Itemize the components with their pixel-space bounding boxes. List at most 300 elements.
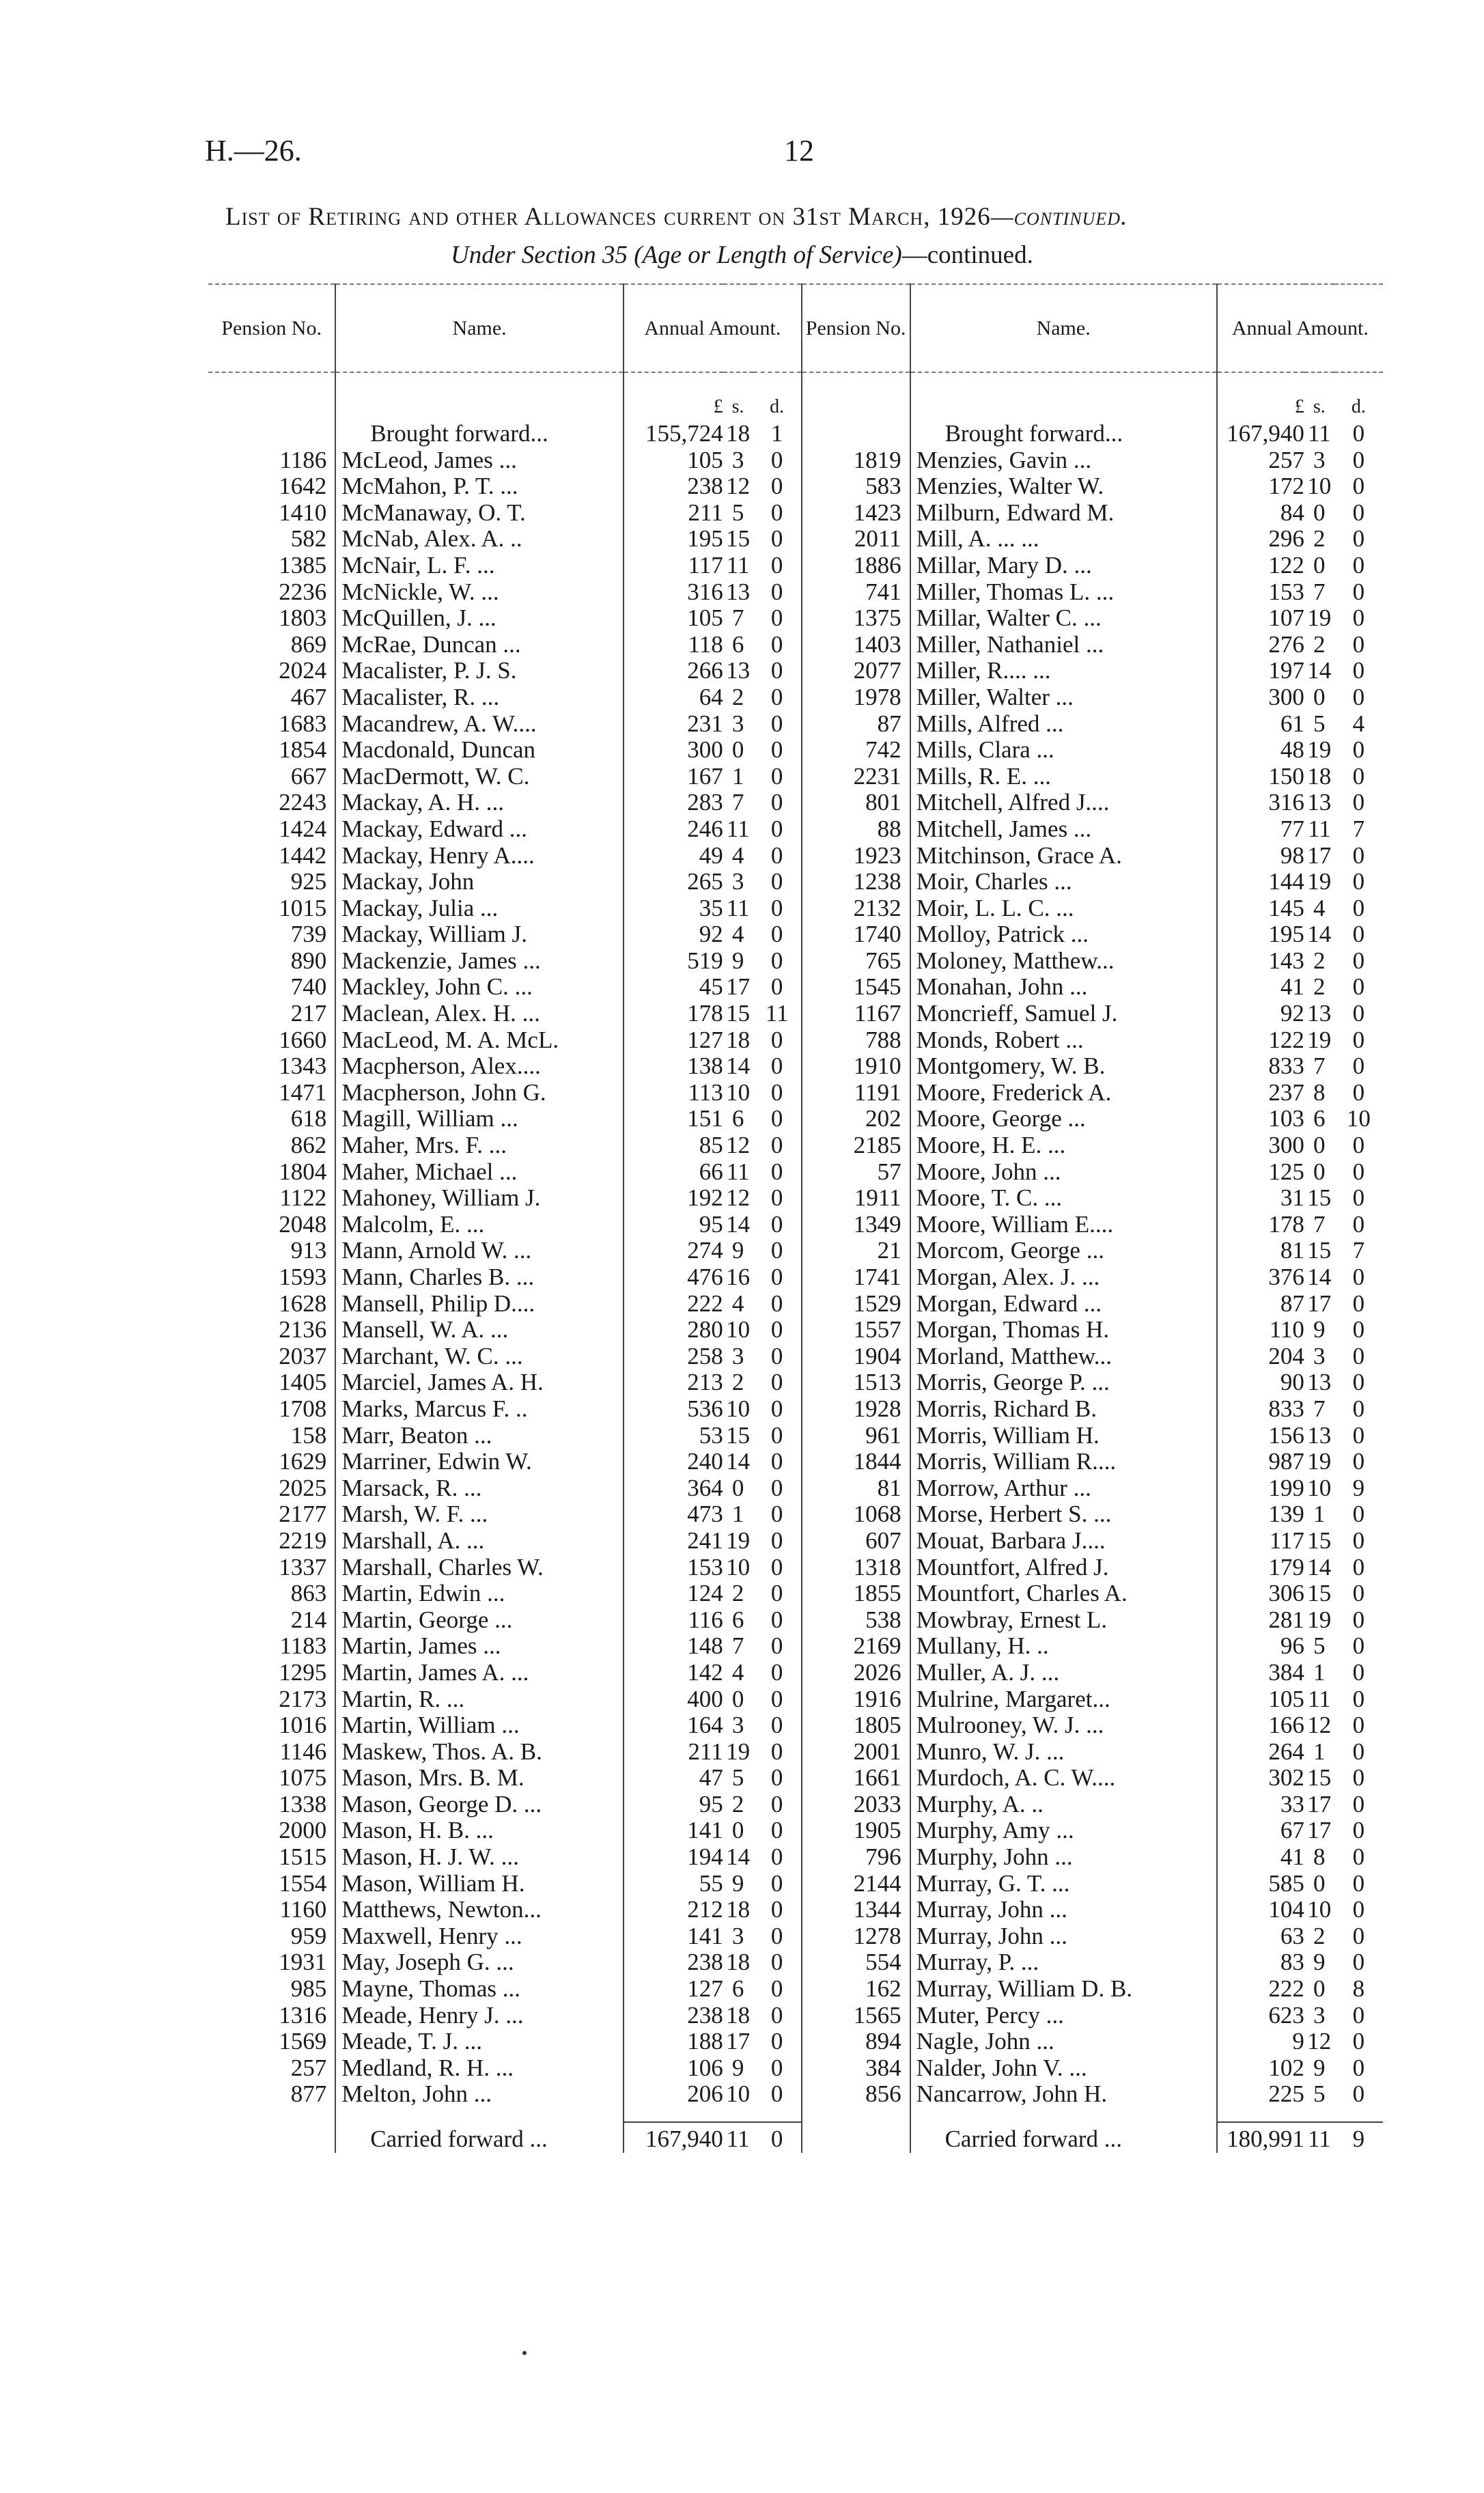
pension-no: 2231 [802, 764, 910, 790]
table-row [208, 1765, 1383, 1792]
amount-shillings: 2 [1313, 974, 1326, 1001]
amount-pounds: 139 [1217, 1501, 1304, 1528]
table-row [208, 579, 1383, 606]
amount-pence: 0 [1352, 842, 1365, 869]
table-row [208, 1607, 1383, 1634]
amount-shillings: 17 [726, 974, 751, 1001]
amount-pounds: 274 [624, 1238, 723, 1264]
amount-pence: 0 [1352, 1659, 1365, 1686]
amount-shillings: 12 [726, 1185, 751, 1212]
amount-pence: 0 [770, 974, 783, 1001]
pension-no: 1238 [802, 869, 910, 895]
pensioner-name: May, Joseph G. ... [335, 1949, 624, 1976]
table-row [208, 526, 1383, 553]
pensioner-name: Mackay, Julia ... [335, 895, 624, 922]
amount-pounds: 195 [1217, 921, 1304, 948]
table-row [208, 1739, 1383, 1766]
pensioner-name: Maclean, Alex. H. ... [335, 1001, 624, 1027]
shillings-unit: s. [1313, 396, 1326, 418]
amount-shillings: 14 [1307, 1554, 1332, 1580]
pensioner-name: Maher, Mrs. F. ... [335, 1132, 624, 1159]
amount-pence: 0 [1352, 790, 1365, 816]
pensioner-name: Mann, Arnold W. ... [335, 1238, 624, 1264]
pensioner-name: McNab, Alex. A. .. [335, 526, 624, 553]
amount-pounds: 117 [1217, 1528, 1304, 1555]
pension-no: 1819 [802, 447, 910, 474]
amount-pounds: 241 [624, 1528, 723, 1555]
pensioner-name: Muter, Percy ... [910, 2003, 1217, 2029]
amount-pounds: 116 [624, 1607, 723, 1634]
pensioner-name: Medland, R. H. ... [335, 2055, 624, 2082]
pension-no: 1844 [802, 1449, 910, 1475]
col-header-amount: Annual Amount. [1217, 284, 1383, 372]
pensioner-name: Melton, John ... [335, 2081, 624, 2108]
pension-no: 856 [802, 2081, 910, 2108]
amount-shillings: 10 [1307, 473, 1332, 500]
pension-no: 2037 [279, 1343, 327, 1369]
pension-no: 1424 [279, 816, 327, 842]
amount-pence: 0 [770, 763, 783, 790]
amount-pence: 0 [770, 684, 783, 710]
pensioner-name: Mackay, Edward ... [335, 816, 624, 843]
pension-no: 214 [290, 1606, 327, 1633]
pension-no: 863 [290, 1580, 327, 1607]
table-row [208, 1923, 1383, 1950]
pensioner-name: Mullany, H. .. [910, 1633, 1217, 1660]
pension-no: 2077 [802, 658, 910, 684]
amount-shillings: 12 [1307, 1712, 1332, 1739]
pensioner-name: Mills, Clara ... [910, 737, 1217, 764]
amount-pounds: 316 [1217, 790, 1304, 816]
pension-no: 257 [290, 2055, 327, 2081]
amount-pounds: 238 [624, 2003, 723, 2029]
pension-no: 202 [802, 1106, 910, 1132]
pensioner-name: Macpherson, John G. [335, 1080, 624, 1106]
pensioner-name: Mann, Charles B. ... [335, 1264, 624, 1291]
pension-no: 582 [290, 526, 327, 553]
amount-shillings: 2 [1313, 631, 1326, 658]
amount-pence: 0 [1352, 605, 1365, 632]
amount-pounds: 77 [1217, 816, 1304, 843]
amount-shillings: 9 [731, 1238, 744, 1264]
amount-pence: 0 [1352, 631, 1365, 658]
amount-pence: 0 [770, 895, 783, 921]
amount-shillings: 5 [1313, 710, 1326, 737]
table-row [208, 473, 1383, 500]
amount-pounds: 153 [624, 1555, 723, 1581]
amount-shillings: 5 [731, 499, 744, 526]
amount-pence: 0 [770, 631, 783, 658]
amount-shillings: 2 [1313, 1923, 1326, 1949]
amount-pounds: 283 [624, 790, 723, 816]
pension-no: 1278 [802, 1923, 910, 1950]
amount-pounds: 148 [624, 1633, 723, 1660]
amount-shillings: 12 [726, 473, 751, 500]
amount-shillings: 11 [726, 816, 750, 842]
pensioner-name: Martin, R. ... [335, 1686, 624, 1713]
pension-no: 384 [802, 2055, 910, 2082]
amount-shillings: 2 [1313, 526, 1326, 553]
pension-no: 1068 [802, 1501, 910, 1528]
pension-no: 740 [290, 974, 327, 1001]
amount-shillings: 0 [1313, 552, 1326, 579]
carried-forward-pence: 9 [1334, 2122, 1383, 2153]
pension-no: 2177 [279, 1501, 327, 1528]
pensioner-name: Mahoney, William J. [335, 1185, 624, 1212]
amount-pence: 0 [1352, 1870, 1365, 1897]
pension-no: 2001 [802, 1739, 910, 1766]
pension-no: 1471 [279, 1079, 327, 1106]
amount-shillings: 0 [1313, 1870, 1326, 1897]
pension-no: 1708 [279, 1395, 327, 1422]
amount-pounds: 103 [1217, 1106, 1304, 1132]
amount-shillings: 10 [726, 1317, 751, 1343]
amount-shillings: 5 [1313, 1633, 1326, 1660]
allowances-table [208, 283, 1383, 2153]
brought-forward-label: Brought forward... [335, 421, 624, 447]
amount-pounds: 178 [624, 1001, 723, 1027]
amount-pence: 0 [1352, 2002, 1365, 2029]
amount-pence: 0 [770, 605, 783, 632]
pensioner-name: Marr, Beaton ... [335, 1423, 624, 1449]
amount-pounds: 127 [624, 1027, 723, 1054]
amount-pence: 0 [1352, 499, 1365, 526]
amount-pence: 0 [770, 1923, 783, 1949]
pension-no: 1186 [279, 447, 327, 473]
pension-no: 742 [802, 737, 910, 764]
table-row [208, 1580, 1383, 1607]
table-row [208, 1897, 1383, 1923]
amount-shillings: 6 [731, 1606, 744, 1633]
amount-pounds: 90 [1217, 1369, 1304, 1396]
page-header [0, 0, 1484, 273]
pensioner-name: McRae, Duncan ... [335, 632, 624, 658]
amount-shillings: 6 [731, 1106, 744, 1132]
pension-no: 1529 [802, 1291, 910, 1318]
pensioner-name: Martin, James ... [335, 1633, 624, 1660]
amount-pounds: 122 [1217, 1027, 1304, 1054]
table-row [208, 658, 1383, 684]
amount-shillings: 15 [1307, 1580, 1332, 1607]
amount-pence: 0 [770, 1791, 783, 1817]
table-row [208, 500, 1383, 527]
amount-shillings: 7 [1313, 1211, 1326, 1238]
pensioner-name: Mason, Mrs. B. M. [335, 1765, 624, 1792]
amount-pence: 0 [770, 1580, 783, 1607]
carried-forward-pence: 0 [753, 2122, 802, 2153]
table-row [208, 816, 1383, 843]
amount-shillings: 7 [731, 790, 744, 816]
pension-no: 2025 [279, 1475, 327, 1501]
amount-pence: 0 [1352, 473, 1365, 500]
pension-no: 1629 [279, 1449, 327, 1475]
amount-shillings: 3 [731, 1923, 744, 1949]
amount-pounds: 623 [1217, 2003, 1304, 2029]
pension-no: 21 [802, 1238, 910, 1264]
amount-shillings: 2 [731, 1580, 744, 1607]
pensioner-name: Monahan, John ... [910, 974, 1217, 1001]
subtitle-continued: —continued. [901, 241, 1033, 269]
pension-no: 1804 [279, 1158, 327, 1185]
pensioner-name: McNickle, W. ... [335, 579, 624, 606]
amount-pounds: 213 [624, 1369, 723, 1396]
amount-pounds: 151 [624, 1106, 723, 1132]
amount-pence: 0 [1352, 921, 1365, 948]
pensioner-name: Murphy, Amy ... [910, 1817, 1217, 1844]
amount-pounds: 300 [1217, 684, 1304, 711]
pensioner-name: Mowbray, Ernest L. [910, 1607, 1217, 1634]
amount-pence: 7 [1352, 816, 1365, 842]
table-row [208, 1871, 1383, 1897]
col-header-name: Name. [910, 284, 1217, 372]
pension-no: 1167 [802, 1001, 910, 1027]
amount-shillings: 14 [1307, 1264, 1332, 1290]
pension-no: 765 [802, 948, 910, 975]
amount-shillings: 0 [1313, 499, 1326, 526]
pensioner-name: Marciel, James A. H. [335, 1369, 624, 1396]
pension-no: 87 [802, 711, 910, 738]
amount-pounds: 141 [624, 1923, 723, 1950]
pension-no: 913 [290, 1238, 327, 1264]
amount-shillings: 11 [1307, 816, 1331, 842]
amount-shillings: 13 [1307, 1422, 1332, 1449]
pension-no: 618 [290, 1106, 327, 1132]
amount-pounds: 104 [1217, 1897, 1304, 1923]
pensioner-name: Mason, H. B. ... [335, 1817, 624, 1844]
amount-shillings: 19 [1307, 869, 1332, 895]
amount-pounds: 64 [624, 684, 723, 711]
pensioner-name: Maxwell, Henry ... [335, 1923, 624, 1950]
pension-no: 1183 [279, 1633, 327, 1660]
table-row [208, 1291, 1383, 1318]
table-row [208, 1817, 1383, 1844]
table-row [208, 1343, 1383, 1370]
amount-shillings: 2 [731, 1791, 744, 1817]
amount-shillings: 19 [726, 1527, 751, 1554]
amount-pounds: 164 [624, 1712, 723, 1739]
amount-pence: 0 [1352, 1527, 1365, 1554]
amount-pence: 0 [1352, 2055, 1365, 2081]
pension-no: 1442 [279, 842, 327, 869]
pensioner-name: Mouat, Barbara J.... [910, 1528, 1217, 1555]
pensioner-name: McQuillen, J. ... [335, 605, 624, 632]
pension-no: 57 [802, 1159, 910, 1186]
amount-shillings: 4 [731, 1290, 744, 1317]
amount-pence: 0 [1352, 1791, 1365, 1817]
amount-shillings: 1 [731, 1501, 744, 1528]
amount-shillings: 0 [731, 1686, 744, 1712]
amount-pence: 0 [770, 1949, 783, 1976]
pension-no: 1343 [279, 1053, 327, 1080]
amount-shillings: 19 [726, 1738, 751, 1765]
pension-no: 1911 [802, 1185, 910, 1212]
amount-pence: 4 [1352, 710, 1365, 737]
table-row [208, 1053, 1383, 1080]
pensioner-name: Mitchell, James ... [910, 816, 1217, 843]
amount-pounds: 141 [624, 1817, 723, 1844]
pension-no: 88 [802, 816, 910, 843]
pension-no: 890 [290, 947, 327, 974]
pensioner-name: Molloy, Patrick ... [910, 921, 1217, 948]
pension-no: 667 [290, 763, 327, 790]
amount-pounds: 125 [1217, 1159, 1304, 1186]
amount-pence: 0 [1352, 1185, 1365, 1212]
pensioner-name: Menzies, Walter W. [910, 473, 1217, 500]
page-number: 12 [784, 134, 814, 167]
amount-pounds: 519 [624, 948, 723, 975]
pensioner-name: Nagle, John ... [910, 2029, 1217, 2055]
amount-pence: 0 [1352, 947, 1365, 974]
amount-shillings: 10 [1307, 1475, 1332, 1501]
pension-no: 2048 [279, 1211, 327, 1238]
amount-shillings: 15 [1307, 1185, 1332, 1212]
amount-shillings: 7 [731, 605, 744, 632]
pensioner-name: Mitchell, Alfred J.... [910, 790, 1217, 816]
pensioner-name: Morland, Matthew... [910, 1343, 1217, 1370]
pension-no: 217 [290, 1001, 327, 1027]
amount-shillings: 7 [1313, 579, 1326, 605]
amount-pounds: 300 [1217, 1132, 1304, 1159]
pension-no: 1160 [279, 1897, 327, 1923]
table-row [208, 1185, 1383, 1212]
amount-pounds: 142 [624, 1660, 723, 1686]
pension-no: 788 [802, 1027, 910, 1054]
pensioner-name: Marsack, R. ... [335, 1475, 624, 1502]
table-row [208, 843, 1383, 869]
amount-pence: 0 [770, 1659, 783, 1686]
amount-shillings: 15 [726, 1422, 751, 1449]
pension-no: 162 [802, 1976, 910, 2003]
amount-shillings: 14 [1307, 658, 1332, 684]
amount-pence: 0 [1352, 1132, 1365, 1159]
pension-no: 2169 [802, 1633, 910, 1660]
pension-no: 1146 [279, 1738, 327, 1765]
amount-pounds: 240 [624, 1449, 723, 1475]
amount-shillings: 10 [726, 2081, 751, 2108]
amount-shillings: 11 [1307, 1686, 1331, 1712]
pensioner-name: Menzies, Gavin ... [910, 447, 1217, 474]
amount-pounds: 536 [624, 1396, 723, 1423]
pensioner-name: Morrow, Arthur ... [910, 1475, 1217, 1502]
amount-shillings: 18 [726, 2002, 751, 2029]
amount-pounds: 257 [1217, 447, 1304, 474]
pensioner-name: Miller, Nathaniel ... [910, 632, 1217, 658]
amount-pence: 0 [1352, 1264, 1365, 1290]
pensioner-name: Mason, George D. ... [335, 1792, 624, 1818]
amount-pounds: 118 [624, 632, 723, 658]
pensioner-name: Martin, James A. ... [335, 1660, 624, 1686]
pension-no: 158 [290, 1422, 327, 1449]
pension-no: 801 [802, 790, 910, 816]
amount-shillings: 1 [1313, 1659, 1326, 1686]
col-header-name: Name. [335, 284, 624, 372]
amount-pounds: 122 [1217, 553, 1304, 579]
pension-no: 925 [290, 869, 327, 895]
amount-pounds: 258 [624, 1343, 723, 1370]
page-mark-dot [522, 2351, 527, 2355]
brought-forward-pounds: 155,724 [624, 421, 723, 447]
table-row [208, 790, 1383, 816]
amount-pence: 0 [770, 921, 783, 948]
amount-pounds: 384 [1217, 1660, 1304, 1686]
amount-pounds: 302 [1217, 1765, 1304, 1792]
pension-no: 1557 [802, 1317, 910, 1343]
pensioner-name: Mason, H. J. W. ... [335, 1844, 624, 1871]
pensioner-name: Mulrooney, W. J. ... [910, 1712, 1217, 1739]
amount-pounds: 316 [624, 579, 723, 606]
amount-pounds: 35 [624, 895, 723, 922]
pension-no: 1854 [279, 737, 327, 764]
amount-pounds: 237 [1217, 1080, 1304, 1106]
amount-pounds: 107 [1217, 605, 1304, 632]
amount-shillings: 11 [726, 1158, 750, 1185]
pensioner-name: Miller, Walter ... [910, 684, 1217, 711]
amount-pence: 11 [765, 1001, 789, 1027]
pensioner-name: MacDermott, W. C. [335, 764, 624, 790]
amount-pounds: 222 [1217, 1976, 1304, 2003]
amount-pounds: 55 [624, 1871, 723, 1897]
units-row [208, 372, 1383, 421]
table-row [208, 447, 1383, 474]
pensioner-name: Millar, Mary D. ... [910, 553, 1217, 579]
amount-pence: 0 [770, 1527, 783, 1554]
amount-pence: 0 [1352, 526, 1365, 553]
spacer-row [208, 2108, 1383, 2122]
amount-pounds: 585 [1217, 1871, 1304, 1897]
table-row [208, 1475, 1383, 1502]
pensioner-name: Moloney, Matthew... [910, 948, 1217, 975]
pensioner-name: Murray, John ... [910, 1923, 1217, 1950]
pension-no: 2132 [802, 895, 910, 922]
table-row [208, 1844, 1383, 1871]
table-row [208, 1449, 1383, 1475]
pensioner-name: Morris, William R.... [910, 1449, 1217, 1475]
amount-pence: 0 [770, 1422, 783, 1449]
title-continued: —continued. [990, 203, 1128, 231]
amount-pence: 0 [770, 1606, 783, 1633]
amount-shillings: 13 [726, 658, 751, 684]
amount-shillings: 6 [731, 1976, 744, 2003]
amount-shillings: 15 [1307, 1765, 1332, 1792]
amount-pence: 0 [770, 447, 783, 473]
amount-pence: 0 [1352, 1765, 1365, 1792]
amount-pounds: 987 [1217, 1449, 1304, 1475]
pension-no: 2011 [802, 526, 910, 553]
pensioner-name: Morris, Richard B. [910, 1396, 1217, 1423]
amount-pence: 0 [770, 658, 783, 684]
amount-pounds: 61 [1217, 711, 1304, 738]
carried-forward-label: Carried forward ... [910, 2122, 1217, 2153]
amount-shillings: 14 [726, 1844, 751, 1871]
amount-pence: 0 [1352, 1317, 1365, 1343]
pension-no: 467 [290, 684, 327, 710]
amount-pence: 0 [1352, 1554, 1365, 1580]
pension-no: 1660 [279, 1027, 327, 1053]
amount-shillings: 18 [1307, 763, 1332, 790]
pensioner-name: McMahon, P. T. ... [335, 473, 624, 500]
pension-no: 1318 [802, 1555, 910, 1581]
amount-pence: 0 [770, 1395, 783, 1422]
pension-no: 1923 [802, 843, 910, 869]
amount-pounds: 63 [1217, 1923, 1304, 1950]
amount-pounds: 276 [1217, 632, 1304, 658]
amount-pence: 0 [770, 473, 783, 500]
amount-shillings: 15 [726, 1001, 751, 1027]
pensioner-name: Miller, Thomas L. ... [910, 579, 1217, 606]
pension-no: 1423 [802, 500, 910, 527]
amount-pounds: 225 [1217, 2081, 1304, 2108]
table-row [208, 895, 1383, 922]
